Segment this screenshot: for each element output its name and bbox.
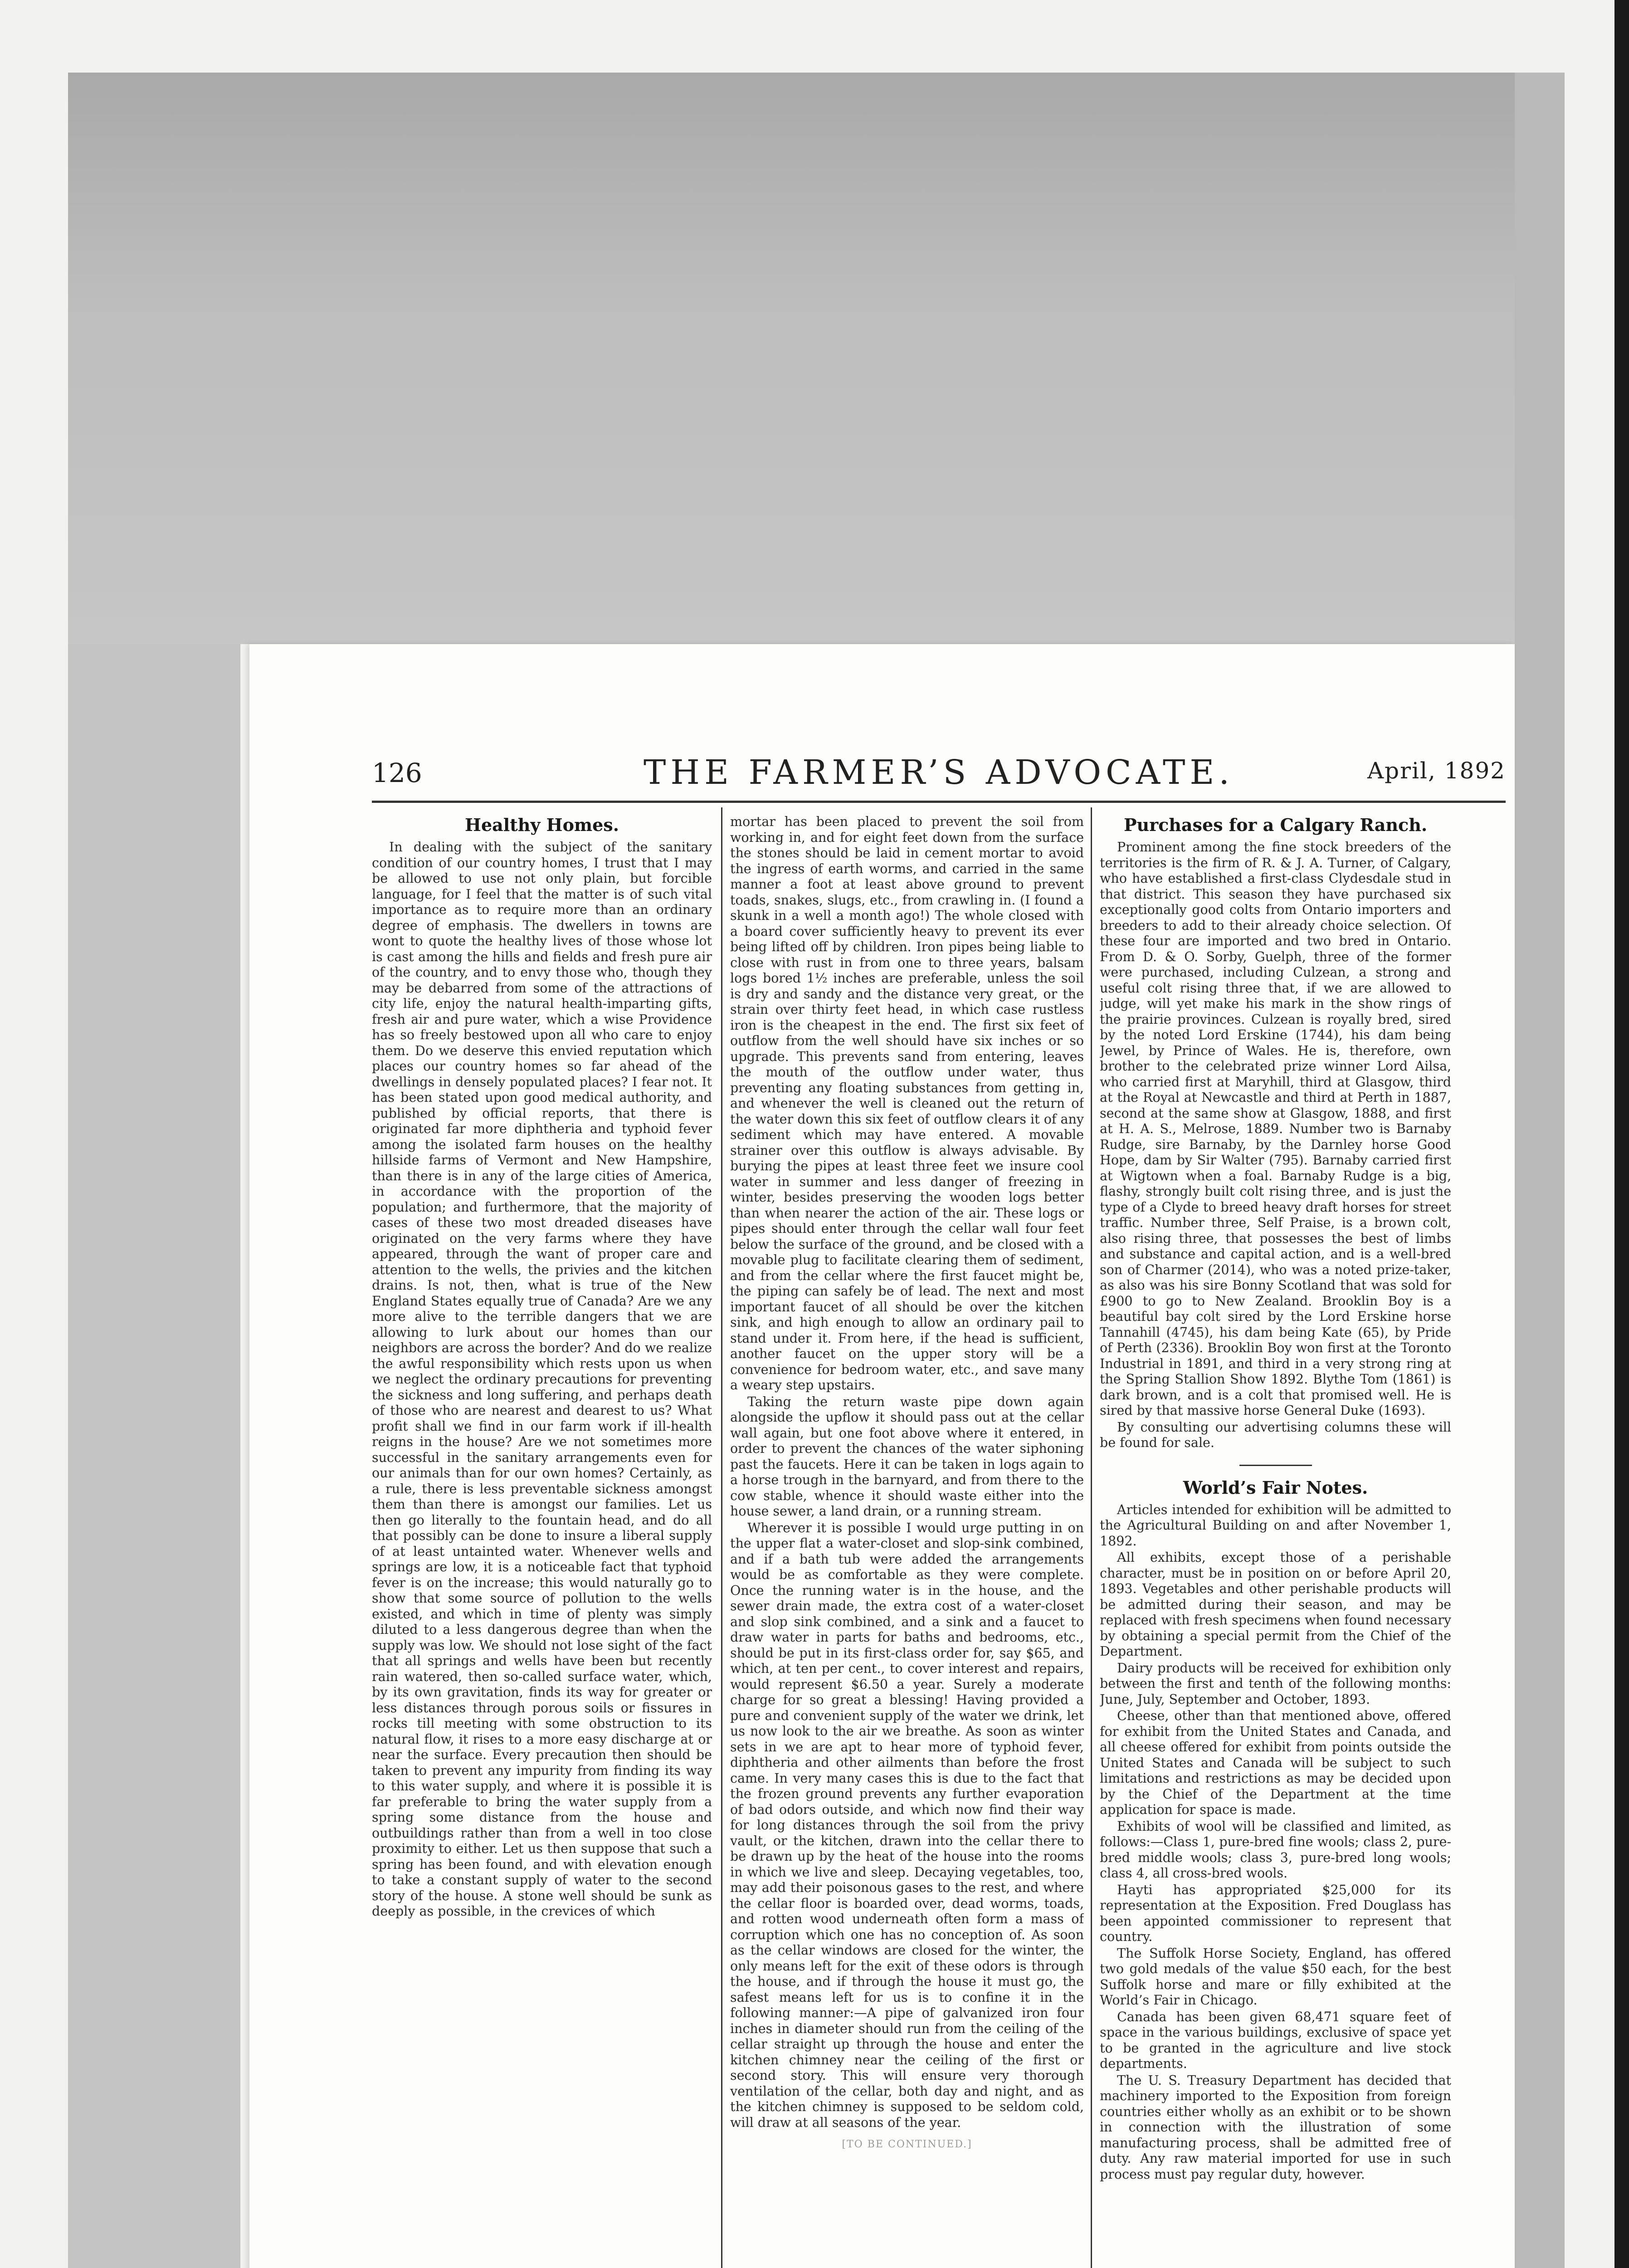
scan-background-top: [68, 73, 1565, 644]
calgary-ranch-paragraph: By consulting our advertising columns these will be found for sale.: [1100, 1419, 1451, 1450]
masthead: [372, 748, 1506, 798]
film-edge: [1614, 0, 1629, 2268]
worlds-fair-paragraph: Canada has been given 68,471 square feet of space in the various buildings, exclusive of space yet to be granted in the agriculture and live stock departments.: [1100, 2009, 1451, 2071]
worlds-fair-paragraph: Articles intended for exhibition will be admitted to the Agricultural Building on and after November 1, 1892.: [1100, 1502, 1451, 1549]
masthead-date: April, 1892: [1367, 758, 1506, 784]
worlds-fair-paragraph: The Suffolk Horse Society, England, has offered two gold medals of the value $50 each, for the best Suffolk horse and mare or filly exhibited at the World’s Fair in Chicago.: [1100, 1945, 1451, 2008]
masthead-title: THE FARMER’S ADVOCATE.: [644, 753, 1234, 792]
worlds-fair-paragraph: Cheese, other than that mentioned above, offered for exhibit from the United States and Canada, and all cheese offered for exhibit from points outside the United States and Canada will be subject to such limitations and restrictions as may be decided upon by the Chief of the Department at the time application for space is made.: [1100, 1708, 1451, 1817]
healthy-homes-heading: Healthy Homes.: [465, 815, 619, 835]
worlds-fair-paragraph: The U. S. Treasury Department has decided that machinery imported to the Exposition from foreign countries either wholly as an exhibit or to be shown in connection with the illustration of some manufacturing process, shall be admitted free of duty. Any raw material imported for use in such process must pay regular duty, however.: [1100, 2072, 1451, 2182]
article-column-1: [372, 814, 712, 1921]
worlds-fair-paragraph: Hayti has appropriated $25,000 for its representation at the Exposition. Fred Douglass has been appointed commissioner to represent that country.: [1100, 1882, 1451, 1944]
healthy-homes-paragraph: Taking the return waste pipe down again alongside the upflow it should pass out at the cellar wall again, but one foot above where it entered, in order to prevent the chances of the water siphoning past the faucets. Here it can be taken in logs again to a horse trough in the barnyard, and from there to the cow stable, whence it should waste either into the house sewer, a land drain, or a running stream.: [730, 1394, 1084, 1519]
worlds-fair-paragraph: Exhibits of wool will be classified and limited, as follows:—Class 1, pure-bred fine wools; class 2, pure-bred middle wools; class 3, pure-bred long wools; class 4, all cross-bred wools.: [1100, 1818, 1451, 1881]
continued-note: [TO BE CONTINUED.]: [842, 2139, 972, 2150]
column-separator: [1091, 807, 1092, 2268]
article-column-3: [1100, 814, 1451, 2183]
worlds-fair-paragraph: All exhibits, except those of a perishable character, must be in position on or before April 20, 1893. Vegetables and other perishable products will be admitted during their season, and may be replaced with fresh specimens when found necessary by obtaining a special permit from the Chief of the Department.: [1100, 1550, 1451, 1659]
healthy-homes-paragraph: Wherever it is possible I would urge putting in on the upper flat a water-closet and slop-sink combined, and if a bath tub were added the arrangements would be as comfortable as they were complete. Once the running water is in the house, and the sewer drain made, the extra cost of a water-closet and slop sink combined, and a sink and a faucet to draw water in parts for baths and bedrooms, etc., should be put in its first-class order for, say $65, and which, at ten per cent., to cover interest and repairs, would represent $6.50 a year. Surely a moderate charge for so great a blessing! Having provided a pure and convenient supply of the water we drink, let us now look to the air we breathe. As soon as winter sets in we are apt to hear more of typhoid fever, diphtheria and other ailments than before the frost came. In very many cases this is due to the fact that the frozen ground prevents any further evaporation of bad odors outside, and which now find their way for long distances through the soil from the privy vault, or the kitchen, drawn into the cellar there to be drawn up by the heat of the house into the rooms in which we live and sleep. Decaying vegetables, too, may add their poisonous gases to the rest, and where the cellar floor is boarded over, dead worms, toads, and rotten wood underneath often form a mass of corruption which one has no conception of. As soon as the cellar windows are closed for the winter, the only means left for the exit of these odors is through the house, and if through the house it must go, the safest means left for us is to confine it in the following manner:—A pipe of galvanized iron four inches in diameter should run from the ceiling of the cellar straight up through the house and enter the kitchen chimney near the ceiling of the first or second story. This will ensure very thorough ventilation of the cellar, both day and night, and as the kitchen chimney is supposed to be seldom cold, will draw at all seasons of the year.: [730, 1520, 1084, 2130]
page-number: 126: [372, 758, 422, 788]
article-column-2: [730, 814, 1084, 2153]
worlds-fair-paragraph: Dairy products will be received for exhibition only between the first and tenth of the following months: June, July, September and October, 1893.: [1100, 1660, 1451, 1707]
healthy-homes-paragraph: In dealing with the subject of the sanitary condition of our country homes, I trust that I may be allowed to use not only plain, but forcible language, for I feel that the matter is of such vital importance as to require more than an ordinary degree of emphasis. The dwellers in towns are wont to quote the healthy lives of those whose lot is cast among the hills and fields and fresh pure air of the country, and to envy those who, though they may be debarred from some of the attractions of city life, enjoy the natural health-imparting gifts, fresh air and pure water, which a wise Providence has so freely bestowed upon all who care to enjoy them. Do we deserve this envied reputation which places our country homes so far ahead of the dwellings in densely populated places? I fear not. It has been stated upon good medical authority, and published by official reports, that there is originated far more diphtheria and typhoid fever among the isolated farm houses on the healthy hillside farms of Vermont and New Hampshire, than there is in any of the large cities of America, in accordance with the proportion of the population; and furthermore, that the majority of cases of these two most dreaded diseases have originated on the very farms where they have appeared, through the want of proper care and attention to the wells, the privies and the kitchen drains. Is not, then, what is true of the New England States equally true of Canada? Are we any more alive to the terrible dangers that we are allowing to lurk about our homes than our neighbors are across the border? And do we realize the awful responsibility which rests upon us when we neglect the ordinary precautions for preventing the sickness and long suffering, and perhaps death of those who are nearest and dearest to us? What profit shall we find in our farm work if ill-health reigns in the house? Are we not sometimes more successful in the sanitary arrangements even for our animals than for our own homes? Certainly, as a rule, there is less preventable sickness amongst them than there is amongst our families. Let us then go literally to the fountain head, and do all that possibly can be done to insure a liberal supply of at least untainted water. Whenever wells and springs are low, it is a noticeable fact that typhoid fever is on the increase; this would naturally go to show that some source of pollution to the wells existed, and which in time of plenty was simply diluted to a less dangerous degree than when the supply was low. We should not lose sight of the fact that all springs and wells have been but recently rain watered, then so-called surface water, which, by its own gravitation, finds its way for greater or less distances through porous soils or fissures in rocks till meeting with some obstruction to its natural flow, it rises to a more easy discharge at or near the surface. Every precaution then should be taken to prevent any impurity from finding its way to this water supply, and where it is possible it is far preferable to bring the water supply from a spring some distance from the house and outbuildings rather than from a well in too close proximity to either. Let us then suppose that such a spring has been found, and with elevation enough to take a constant supply of water to the second story of the house. A stone well should be sunk as deeply as possible, in the crevices of which: [372, 840, 712, 1919]
newspaper-page: [249, 644, 1515, 2268]
worlds-fair-heading: World’s Fair Notes.: [1183, 1477, 1368, 1498]
scan-background-right: [1515, 73, 1565, 2268]
masthead-rule: [372, 801, 1506, 803]
scan-background-left: [68, 644, 240, 2268]
healthy-homes-paragraph: mortar has been placed to prevent the soil from working in, and for eight feet down from the surface the stones should be laid in cement mortar to avoid the ingress of earth worms, and carried in the same manner a foot at least above ground to prevent toads, snakes, slugs, etc., from crawling in. (I found a skunk in a well a month ago!) The whole closed with a board cover sufficiently heavy to prevent its ever being lifted off by children. Iron pipes being liable to close with rust in from one to three years, balsam logs bored 1½ inches are preferable, unless the soil is dry and sandy and the distance very great, or the strain over thirty feet head, in which case rustless iron is the cheapest in the end. The first six feet of outflow from the well should have six inches or so upgrade. This prevents sand from entering, leaves the mouth of the outflow under water, thus preventing any floating substances from getting in, and whenever the well is cleaned out the return of the water down this six feet of outflow clears it of any sediment which may have entered. A movable strainer over this outflow is always advisable. By burying the pipes at least three feet we insure cool water in summer and less danger of freezing in winter, besides preserving the wooden logs better than when nearer the action of the air. These logs or pipes should enter through the cellar wall four feet below the surface of the ground, and be closed with a movable plug to facilitate clearing them of sediment, and from the cellar where the first faucet might be, the piping can safely be of lead. The next and most important faucet of all should be over the kitchen sink, and high enough to allow an ordinary pail to stand under it. From here, if the head is sufficient, another faucet on the upper story will be a convenience for bedroom water, etc., and save many a weary step upstairs.: [730, 814, 1084, 1393]
section-rule: [1239, 1465, 1312, 1466]
calgary-ranch-heading: Purchases for a Calgary Ranch.: [1123, 815, 1428, 835]
calgary-ranch-paragraph: Prominent among the fine stock breeders of the territories is the firm of R. & J. A. Turner, of Calgary, who have established a first-class Clydesdale stud in that district. This season they have purchased six exceptionally good colts from Ontario importers and breeders to add to their already choice selection. Of these four are imported and two bred in Ontario. From D. & O. Sorby, Guelph, three of the former were purchased, including Culzean, a strong and useful colt rising three that, if we are allowed to judge, will yet make his mark in the show rings of the prairie provinces. Culzean is royally bred, sired by the noted Lord Erskine (1744), his dam being Jewel, by Prince of Wales. He is, therefore, own brother to the celebrated prize winner Lord Ailsa, who carried first at Maryhill, third at Glasgow, third at the Royal at Newcastle and third at Perth in 1887, second at the same show at Glasgow, 1888, and first at H. A. S., Melrose, 1889. Number two is Barnaby Rudge, sire Barnaby, by the Darnley horse Good Hope, dam by Sir Walter (795). Barnaby carried first at Wigtown when a foal. Barnaby Rudge is a big, flashy, strongly built colt rising three, and is just the type of a Clyde to breed heavy draft horses for street traffic. Number three, Self Praise, is a brown colt, also rising three, that possesses the best of limbs and substance and capital action, and is a well-bred son of Charmer (2014), who was a noted prize-taker, as also was his sire Bonny Scotland that was sold for £900 to go to New Zealand. Brooklin Boy is a beautiful bay colt sired by the Lord Erskine horse Tannahill (4745), his dam being Kate (65), by Pride of Perth (2336). Brooklin Boy won first at the Toronto Industrial in 1891, and third in a very strong ring at the Spring Stallion Show 1892. Blythe Tom (1861) is dark brown, and is a colt that promised well. He is sired by that massive horse General Duke (1693).: [1100, 840, 1451, 1418]
column-separator: [721, 807, 722, 2268]
